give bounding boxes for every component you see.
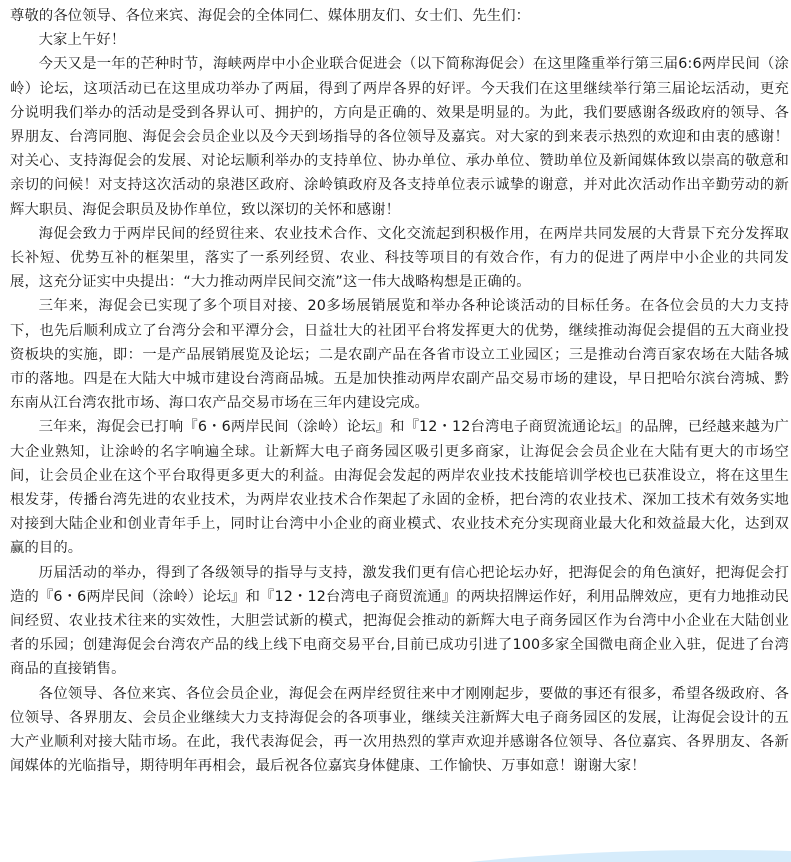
greeting: 大家上午好！	[38, 32, 126, 49]
salutation: 尊敬的各位领导、各位来宾、海促会的全体同仁、媒体朋友们、女士们、先生们：	[10, 8, 531, 24]
paragraph-brand: 三年来，海促会已打响『6・6两岸民间（涂岭）论坛』和『12・12台湾电子商贸流通论坛』的品牌，已经越来越为广大企业熟知，让涂岭的名字响遍全球。让新辉大电子商务园区吸引更多商家，让海促会会员企业在大陆有更大的市场空间，让会员企业在这个平台取得更多更大的利益。由海促会发起的两岸农业技术技能培训学校也已获准设立，将在这里生根发芽，传播台湾先进的农业技术，为两岸农业技术合作架起了永固的金桥，把台湾的农业技术、深加工技术有效务实地对接到大陆企业和创业青年手上，同时让台湾中小企业的商业模式、农业技术充分实现商业最大化和效益最大化，达到双赢的目的。	[10, 419, 789, 557]
paragraph-events: 历届活动的举办，得到了各级领导的指导与支持，激发我们更有信心把论坛办好，把海促会的角色演好，把海促会打造的『6・6两岸民间（涂岭）论坛』和『12・12台湾电子商贸流通』的两块招牌运作好，利用品牌效应，更有力地推动民间经贸、农业技术往来的实效性，大胆尝试新的模式，把海促会推动的新辉大电子商务园区作为台湾中小企业在大陆创业者的乐园；创建海促会台湾农产品的线上线下电商交易平台,目前已成功引进了100多家全国微电商企业入驻，促进了台湾商品的直接销售。	[10, 564, 789, 678]
paragraph-closing: 各位领导、各位来宾、各位会员企业，海促会在两岸经贸往来中才刚刚起步，要做的事还有很多，希望各级政府、各位领导、各界朋友、会员企业继续大力支持海促会的各项事业，继续关注新辉大电子商务园区的发展，让海促会设计的五大产业顺利对接大陆市场。在此，我代表海促会，再一次用热烈的掌声欢迎并感谢各位领导、各位嘉宾、各界朋友、各新闻媒体的光临指导，期待明年再相会，最后祝各位嘉宾身体健康、工作愉快、万事如意！谢谢大家！	[10, 685, 789, 775]
paragraph-achievements: 三年来，海促会已实现了多个项目对接、20多场展销展览和举办各种论谈活动的目标任务。在各位会员的大力支持下，也先后顺利成立了台湾分会和平潭分会，日益壮大的社团平台将发挥更大的优势，继续推动海促会提倡的五大商业投资板块的实施，即：一是产品展销展览及论坛；二是农副产品在各省市设立工业园区；三是推动台湾百家农场在大陆各城市的落地。四是在大陆大中城市建设台湾商品城。五是加快推动两岸农副产品交易市场的建设，早日把哈尔滨台湾城、黔东南从江台湾农批市场、海口农产品交易市场在三年内建设完成。	[10, 298, 789, 412]
paragraph-opening: 今天又是一年的芒种时节，海峡两岸中小企业联合促进会（以下简称海促会）在这里隆重举行第三届6:6两岸民间（涂岭）论坛，这项活动已在这里成功举办了两届，得到了两岸各界的好评。今天我们在这里继续举行第三届论坛活动，更充分说明我们举办的活动是受到各界认可、拥护的，方向是正确的、效果是明显的。为此，我们要感谢各级政府的领导、各界朋友、台湾同胞、海促会会员企业以及今天到场指导的各位领导及嘉宾。对大家的到来表示热烈的欢迎和由衷的感谢！对关心、支持海促会的发展、对论坛顺利举办的支持单位、协办单位、承办单位、赞助单位及新闻媒体致以崇高的敬意和亲切的问候！对支持这次活动的泉港区政府、涂岭镇政府及各支持单位表示诚挚的谢意，并对此次活动作出辛勤劳动的新辉大职员、海促会职员及协作单位，致以深切的关怀和感谢！	[10, 56, 789, 218]
paragraph-mission: 海促会致力于两岸民间的经贸往来、农业技术合作、文化交流起到积极作用，在两岸共同发展的大背景下充分发挥取长补短、优势互补的框架里，落实了一系列经贸、农业、科技等项目的有效合作，有力的促进了两岸中小企业的共同发展，这充分证实中央提出：“大力推动两岸民间交流”这一伟大战略构想是正确的。	[10, 225, 789, 291]
decorative-wave	[0, 848, 791, 862]
